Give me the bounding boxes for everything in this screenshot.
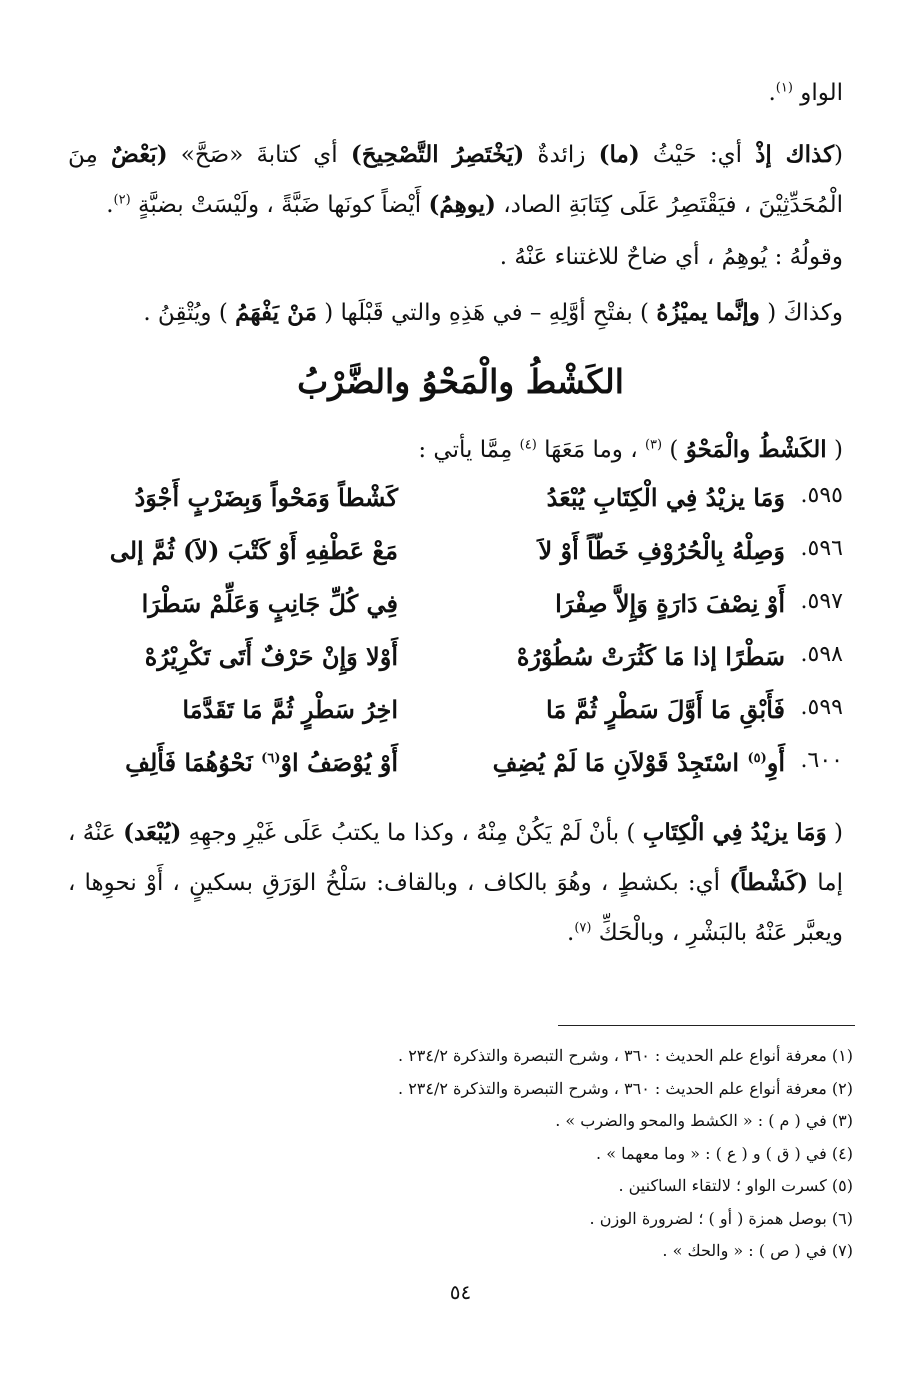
verse-number: ٥٩٩. bbox=[800, 695, 843, 720]
continuation-text: الواو bbox=[800, 80, 843, 106]
verse-number: ٥٩٨. bbox=[800, 642, 843, 667]
verse-second-hemistich: أَوْ يُوْصَفُ اوْ$^{(٦)}$ نَحْوُهُمَا فَأَلِفِ bbox=[125, 748, 398, 777]
verse-first-hemistich: أَوِ$^{(٥)}$ اسْتَجِدْ قَوْلاَنِ مَا لَمْ يُضِفِ bbox=[492, 748, 785, 777]
verse-line bbox=[68, 740, 843, 793]
commentary-paragraph: وكذاكَ ( وإنَّما يميْزُهُ ) بفتْحِ أوَّلِهِ – في هَذِهِ والتي قَبْلَها ( مَنْ يَفْهَمُ ) ويُتْقِنُ . bbox=[143, 299, 843, 326]
section-intro: ( الكَشْطُ والْمَحْوُ ) $^{(٣)}$ ، وما مَعَهَا $^{(٤)}$ مِمَّا يأتي : bbox=[418, 436, 843, 463]
verse-first-hemistich: وَصِلْهُ بِالْحُرُوْفِ خَطّاً أَوْ لاَ bbox=[538, 536, 785, 565]
footnote-ref: (٥) bbox=[747, 751, 767, 766]
footnote: (٧) في ( ص ) : « والحك » . bbox=[662, 1241, 853, 1260]
page-number: ٥٤ bbox=[449, 1280, 472, 1304]
footnote-divider bbox=[558, 1025, 855, 1026]
verse-line bbox=[68, 687, 843, 740]
verse-quote: مَنْ يَفْهَمُ bbox=[235, 299, 317, 326]
verse-quote: (يُبْعَد) bbox=[123, 819, 182, 846]
verse-first-hemistich: وَمَا يزيْدُ فِي الْكِتَابِ يُبْعَدُ bbox=[546, 483, 785, 512]
verse-line bbox=[68, 634, 843, 687]
verse-number: ٦٠٠. bbox=[800, 748, 843, 773]
verse-first-hemistich: سَطْرًا إذا مَا كَثُرَتْ سُطُوْرُهْ bbox=[516, 642, 785, 671]
verse-list bbox=[68, 475, 843, 793]
verse-number: ٥٩٥. bbox=[800, 483, 843, 508]
verse-second-hemistich: اخِرُ سَطْرٍ ثُمَّ مَا تَقَدَّمَا bbox=[182, 695, 398, 724]
footnote-ref: (٣) bbox=[644, 437, 663, 453]
verse-quote: وإنَّما يميْزُهُ bbox=[656, 299, 760, 326]
verse-quote: (كَشْطاً) bbox=[729, 869, 809, 896]
verse-quote: كذاك إذْ bbox=[755, 141, 835, 168]
verse-number: ٥٩٧. bbox=[800, 589, 843, 614]
footnote-ref: (٧) bbox=[574, 920, 592, 936]
section-heading: الكَشْطُ والْمَحْوُ والضَّرْبُ bbox=[297, 362, 624, 401]
footnote-ref: (٤) bbox=[519, 437, 537, 453]
continuation-line: الواو $^{(١)}$. bbox=[768, 80, 843, 106]
verse-line bbox=[68, 581, 843, 634]
verse-first-hemistich: أَوْ نِصْفَ دَارَةٍ وَإِلاَّ صِفْرَا bbox=[555, 589, 785, 618]
verse-first-hemistich: فَأَبْقِ مَا أَوَّلَ سَطْرٍ ثُمَّ مَا bbox=[546, 695, 785, 724]
commentary-paragraph: (كذاك إذْ أي: حَيْثُ (ما) زائدةٌ (يَخْتَصِرُ التَّصْحِيحَ) أي كتابةَ «صَحَّ» (بَعْضٌ مِنَ الْمُحَدِّثِيْنَ ، فيَقْتَصِرُ عَلَى كِتَابَةِ الصاد، (يوهِمُ) أَيْضاً كونَها ضَبَّةً ، ولَيْسَتْ بضبَّةٍ $^{(٢)}$. bbox=[68, 141, 844, 218]
footnote: (٣) في ( م ) : « الكشط والمحو والضرب » . bbox=[555, 1111, 853, 1130]
footnote-ref: (٦) bbox=[261, 751, 281, 766]
commentary-paragraph: وقولُهُ : يُوهِمُ ، أي ضاحٌ للاغتناء عَنْهُ . bbox=[499, 244, 843, 270]
verse-second-hemistich: فِي كُلِّ جَانِبٍ وَعَلِّمْ سَطْرَا bbox=[141, 589, 398, 618]
verse-quote: (يَخْتَصِرُ التَّصْحِيحَ) bbox=[350, 141, 525, 168]
footnote: (٥) كسرت الواو ؛ لالتقاء الساكنين . bbox=[618, 1176, 853, 1195]
footnote: (٢) معرفة أنواع علم الحديث : ٣٦٠ ، وشرح التبصرة والتذكرة ٢٣٤/٢ . bbox=[398, 1078, 853, 1098]
verse-quote: (يوهِمُ) bbox=[428, 191, 496, 218]
footnote-list bbox=[68, 1040, 853, 1268]
verse-second-hemistich: أَوْلا وَإِنْ حَرْفٌ أَتَى تَكْرِيْرُهْ bbox=[144, 642, 398, 671]
verse-quote: (بَعْضٌ bbox=[111, 141, 168, 168]
verse-quote: الكَشْطُ والْمَحْوُ bbox=[685, 436, 827, 463]
verse-second-hemistich: مَعْ عَطْفِهِ أَوْ كَتْبَ (لاَ) ثُمَّ إلى bbox=[109, 536, 398, 565]
verse-quote: وَمَا يزيْدُ فِي الْكِتَابِ bbox=[642, 819, 827, 846]
verse-number: ٥٩٦. bbox=[800, 536, 843, 561]
verse-quote: (ما) bbox=[598, 141, 640, 168]
commentary-paragraph: ( وَمَا يزيْدُ فِي الْكِتَابِ ) بأنْ لَمْ يَكُنْ مِنْهُ ، وكذا ما يكتبُ عَلَى غَيْرِ وجهِهِ (يُبْعَد) عَنْهُ ، إما (كَشْطاً) أي: بكشطٍ ، وهُوَ بالكاف ، وبالقاف: سَلْخُ الوَرَقِ بسكينٍ ، أَوْ نحوِها ، ويعبَّر عَنْهُ بالبَشْرِ ، وبالْحَكِّ $^{(٧)}$. bbox=[68, 819, 843, 946]
verse-line bbox=[68, 475, 843, 528]
footnote: (٦) بوصل همزة ( أو ) ؛ لضرورة الوزن . bbox=[589, 1208, 853, 1228]
footnote-ref: (١) bbox=[775, 80, 793, 96]
verse-second-hemistich: كَشْطاً وَمَحْواً وَبِضَرْبٍ أَجْوَدُ bbox=[134, 483, 398, 512]
footnote: (١) معرفة أنواع علم الحديث : ٣٦٠ ، وشرح التبصرة والتذكرة ٢٣٤/٢ . bbox=[398, 1046, 853, 1065]
footnote: (٤) في ( ق ) و ( ع ) : « وما معهما » . bbox=[596, 1143, 853, 1163]
verse-line bbox=[68, 528, 843, 581]
footnote-ref: (٢) bbox=[113, 192, 131, 208]
